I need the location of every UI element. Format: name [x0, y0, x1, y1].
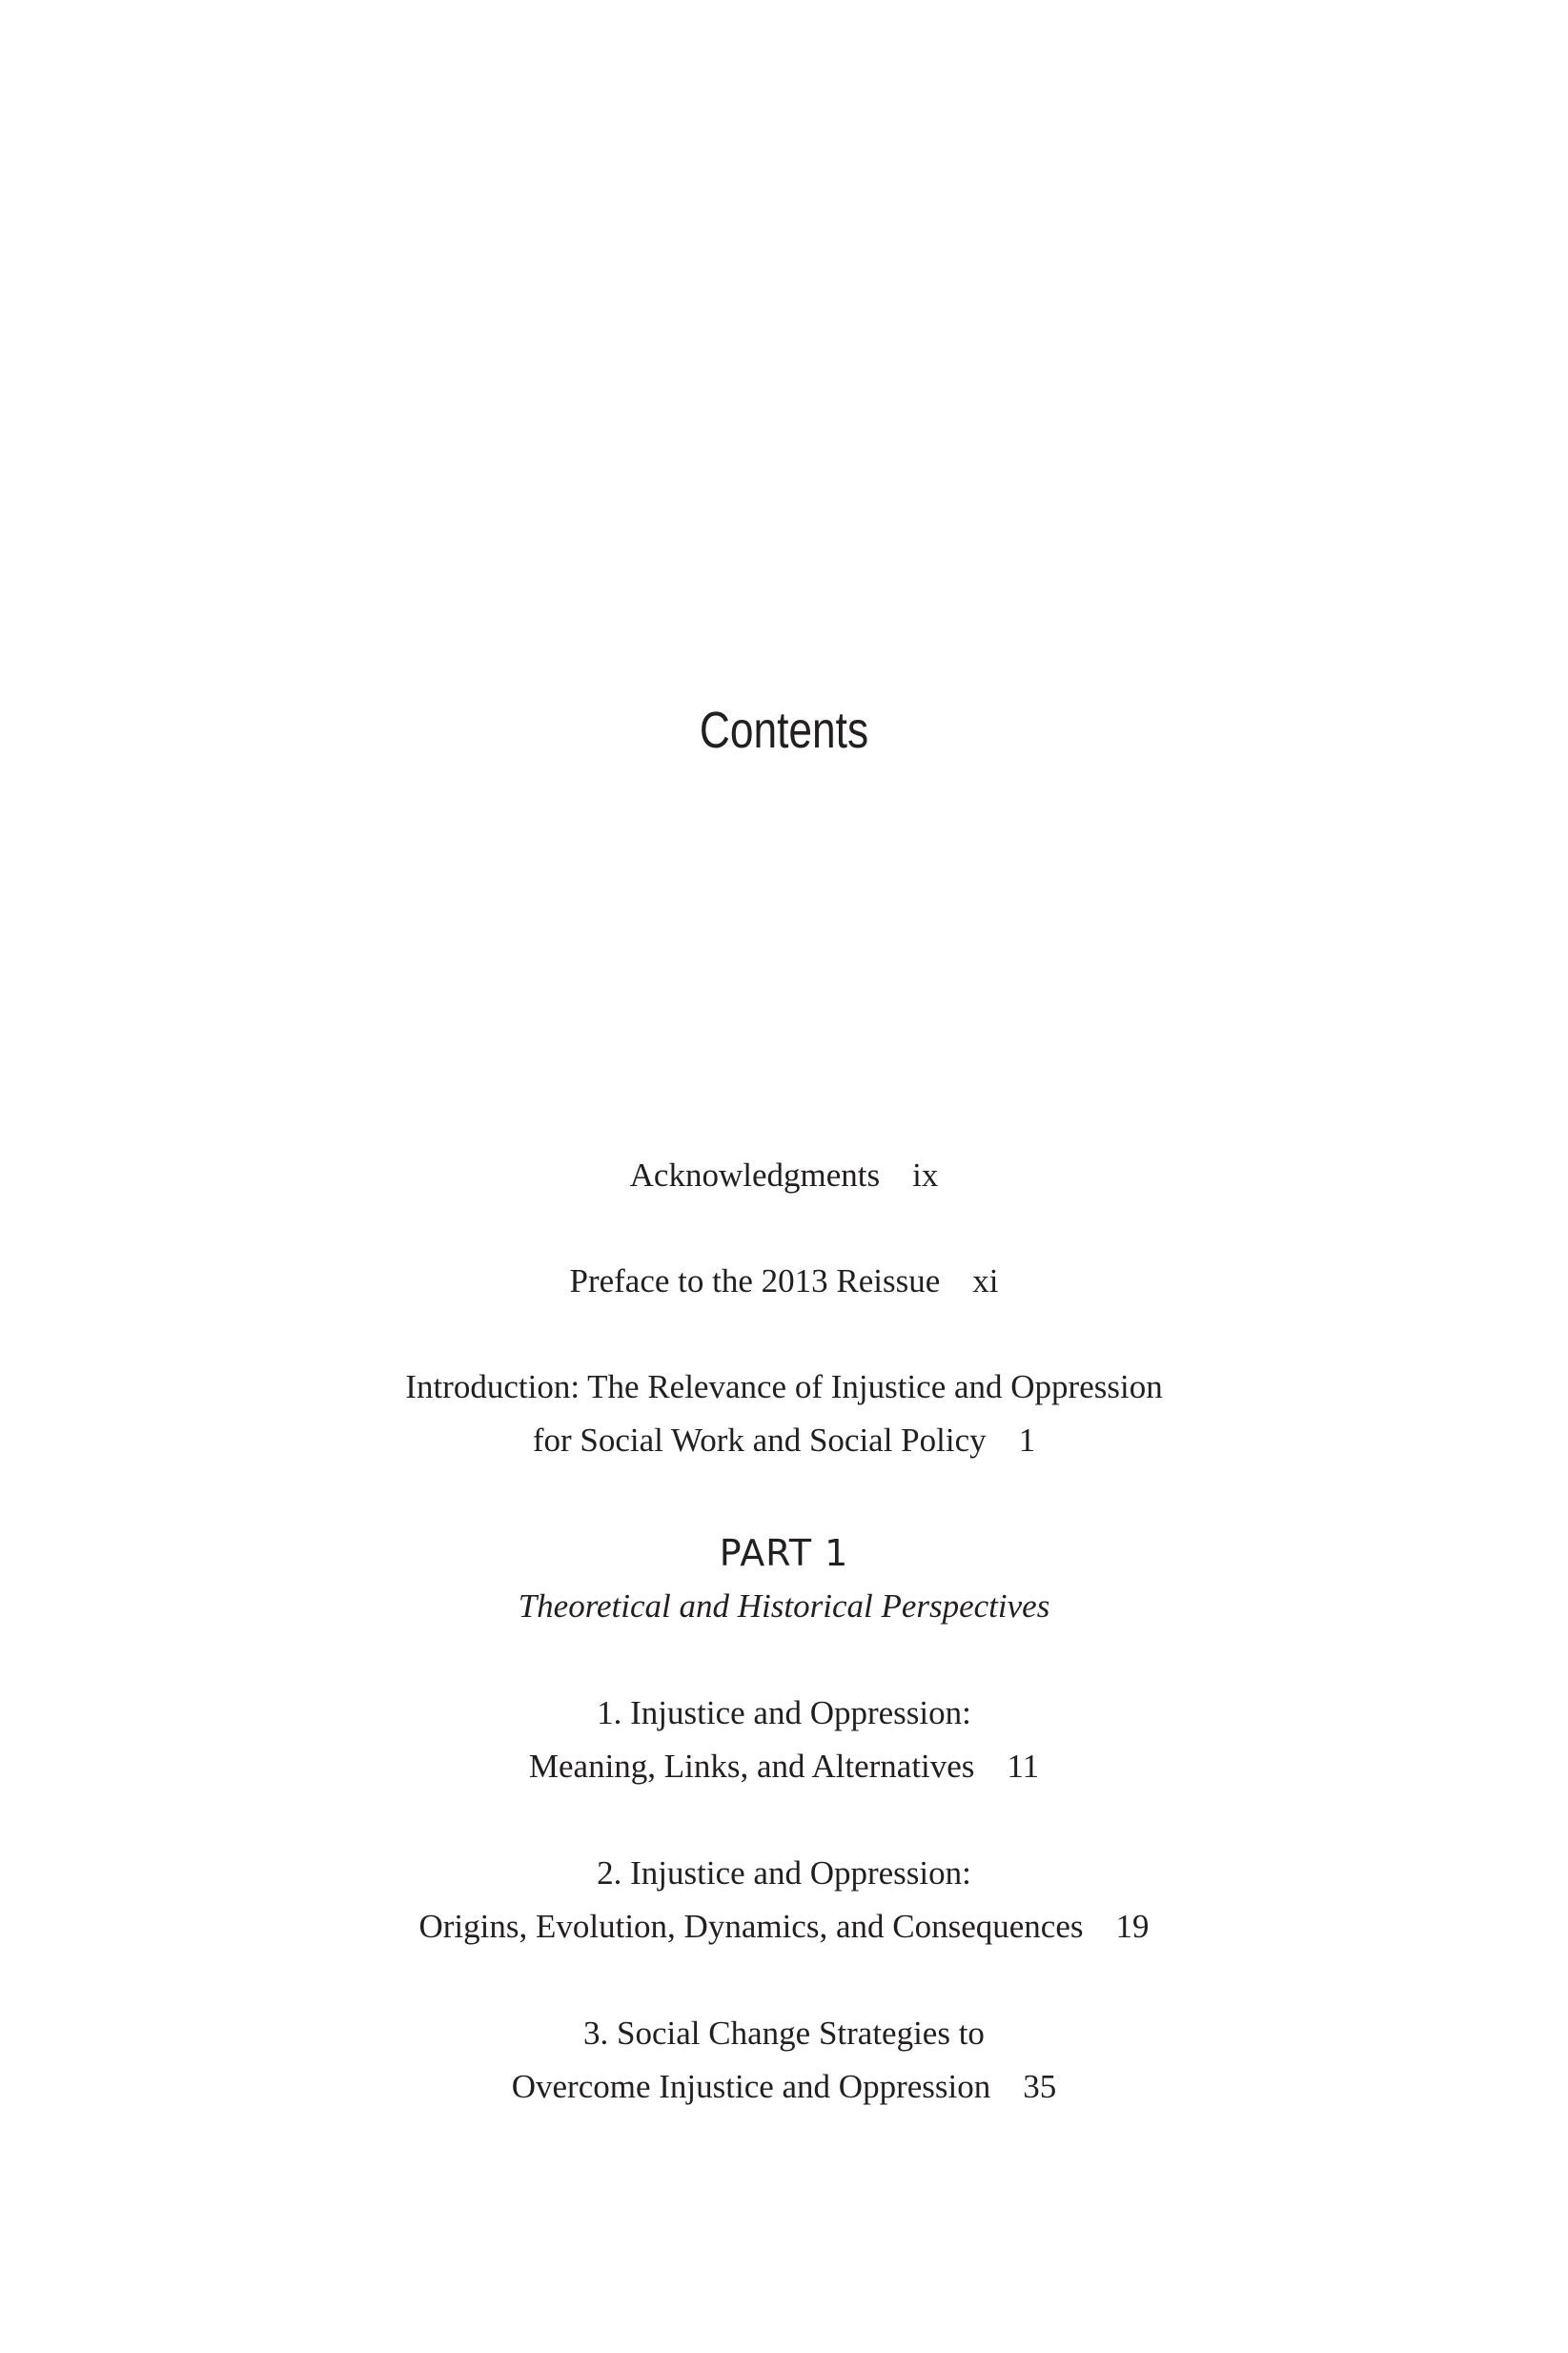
toc-entry-title-line2: Origins, Evolution, Dynamics, and Consequences	[418, 1908, 1084, 1945]
toc-entry-title: Acknowledgments	[629, 1156, 881, 1194]
toc-page-number: ix	[912, 1156, 939, 1194]
toc-page-number: 19	[1115, 1908, 1150, 1945]
toc-entry-chapter-1[interactable]	[0, 1687, 1568, 1793]
toc-page-number: 1	[1018, 1422, 1036, 1459]
toc-page-number: xi	[972, 1262, 999, 1299]
toc-list	[0, 1149, 1568, 2114]
toc-entry-title: Preface to the 2013 Reissue	[569, 1262, 941, 1299]
toc-entry-title-line1: 2. Injustice and Oppression:	[597, 1854, 971, 1892]
toc-entry-introduction[interactable]	[0, 1361, 1568, 1467]
toc-entry-chapter-2[interactable]	[0, 1847, 1568, 1954]
toc-entry-title-line1: Introduction: The Relevance of Injustice and Oppression	[405, 1368, 1163, 1405]
toc-entry-title-line2: Overcome Injustice and Oppression	[511, 2068, 991, 2105]
toc-page-number: 11	[1007, 1748, 1040, 1785]
toc-entry-title-line2: for Social Work and Social Policy	[532, 1422, 987, 1459]
part-heading	[0, 1526, 1568, 1633]
toc-entry-acknowledgments[interactable]	[0, 1149, 1568, 1202]
toc-entry-title-line2: Meaning, Links, and Alternatives	[528, 1748, 975, 1785]
part-subtitle: Theoretical and Historical Perspectives	[518, 1587, 1050, 1625]
toc-entry-title-line1: 1. Injustice and Oppression:	[597, 1694, 971, 1731]
toc-entry-title-line1: 3. Social Change Strategies to	[583, 2015, 985, 2052]
toc-entry-chapter-3[interactable]	[0, 2007, 1568, 2114]
toc-entry-preface[interactable]	[0, 1255, 1568, 1308]
part-label: PART 1	[719, 1532, 849, 1574]
toc-page-number: 35	[1023, 2068, 1057, 2105]
page-title: Contents	[699, 702, 869, 759]
